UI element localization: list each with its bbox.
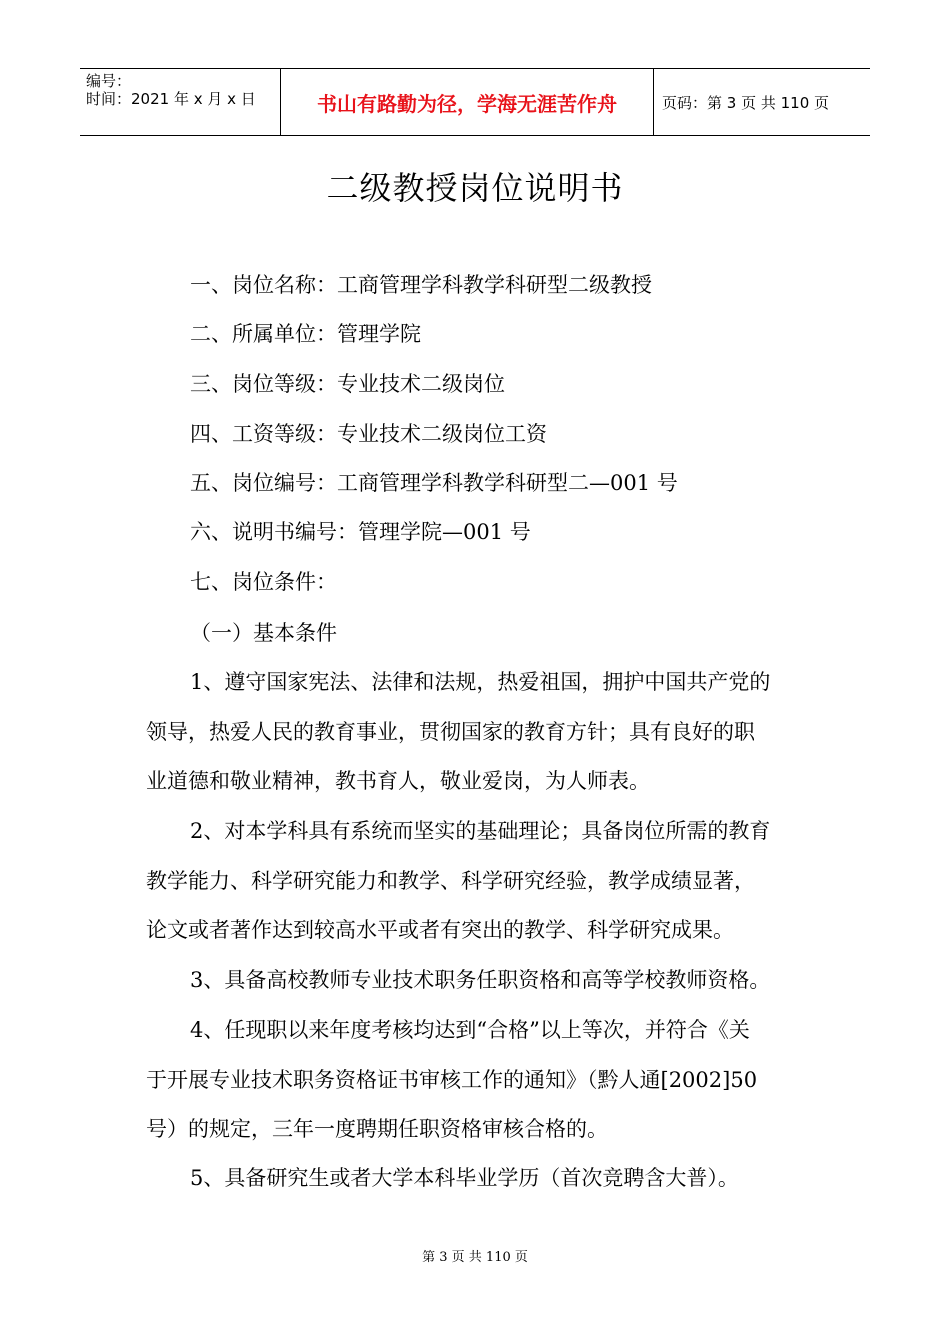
document-number-label: 编号： xyxy=(86,72,132,90)
list-item: 三、岗位等级：专业技术二级岗位 xyxy=(190,372,505,396)
page-footer: 第 3 页 共 110 页 xyxy=(422,1250,528,1265)
header-meta xyxy=(80,69,281,135)
paragraph-line: 号）的规定，三年一度聘期任职资格审核合格的。 xyxy=(146,1117,608,1141)
list-item: 五、岗位编号：工商管理学科教学科研型二—001 号 xyxy=(190,471,678,495)
list-item: 二、所属单位：管理学院 xyxy=(190,322,421,346)
paragraph-line: 业道德和敬业精神，教书育人，敬业爱岗，为人师表。 xyxy=(146,769,650,793)
section-subheading: （一）基本条件 xyxy=(190,621,337,645)
paragraph-line: 于开展专业技术职务资格证书审核工作的通知》（黔人通[2002]50 xyxy=(146,1068,758,1092)
paragraph-line: 3、具备高校教师专业技术职务任职资格和高等学校教师资格。 xyxy=(190,968,771,992)
paragraph-line: 论文或者著作达到较高水平或者有突出的教学、科学研究成果。 xyxy=(146,918,734,942)
list-item: 一、岗位名称：工商管理学科教学科研型二级教授 xyxy=(190,273,652,297)
page-header xyxy=(80,68,870,136)
paragraph-line: 教学能力、科学研究能力和教学、科学研究经验，教学成绩显著， xyxy=(146,869,755,893)
paragraph-line: 5、具备研究生或者大学本科毕业学历（首次竞聘含大普）。 xyxy=(190,1166,739,1190)
document-date: 时间：2021 年 x 月 x 日 xyxy=(86,90,256,108)
list-item: 七、岗位条件： xyxy=(190,570,337,594)
list-item: 四、工资等级：专业技术二级岗位工资 xyxy=(190,422,547,446)
paragraph-line: 领导，热爱人民的教育事业，贯彻国家的教育方针；具有良好的职 xyxy=(146,720,755,744)
paragraph-line: 1、遵守国家宪法、法律和法规，热爱祖国，拥护中国共产党的 xyxy=(190,670,771,694)
document-title: 二级教授岗位说明书 xyxy=(326,169,624,207)
paragraph-line: 2、对本学科具有系统而坚实的基础理论；具备岗位所需的教育 xyxy=(190,819,771,843)
paragraph-line: 4、任现职以来年度考核均达到“合格”以上等次，并符合《关 xyxy=(190,1018,750,1042)
header-motto: 书山有路勤为径，学海无涯苦作舟 xyxy=(281,69,654,135)
header-page-info: 页码：第 3 页 共 110 页 xyxy=(662,93,830,112)
list-item: 六、说明书编号：管理学院—001 号 xyxy=(190,520,531,544)
